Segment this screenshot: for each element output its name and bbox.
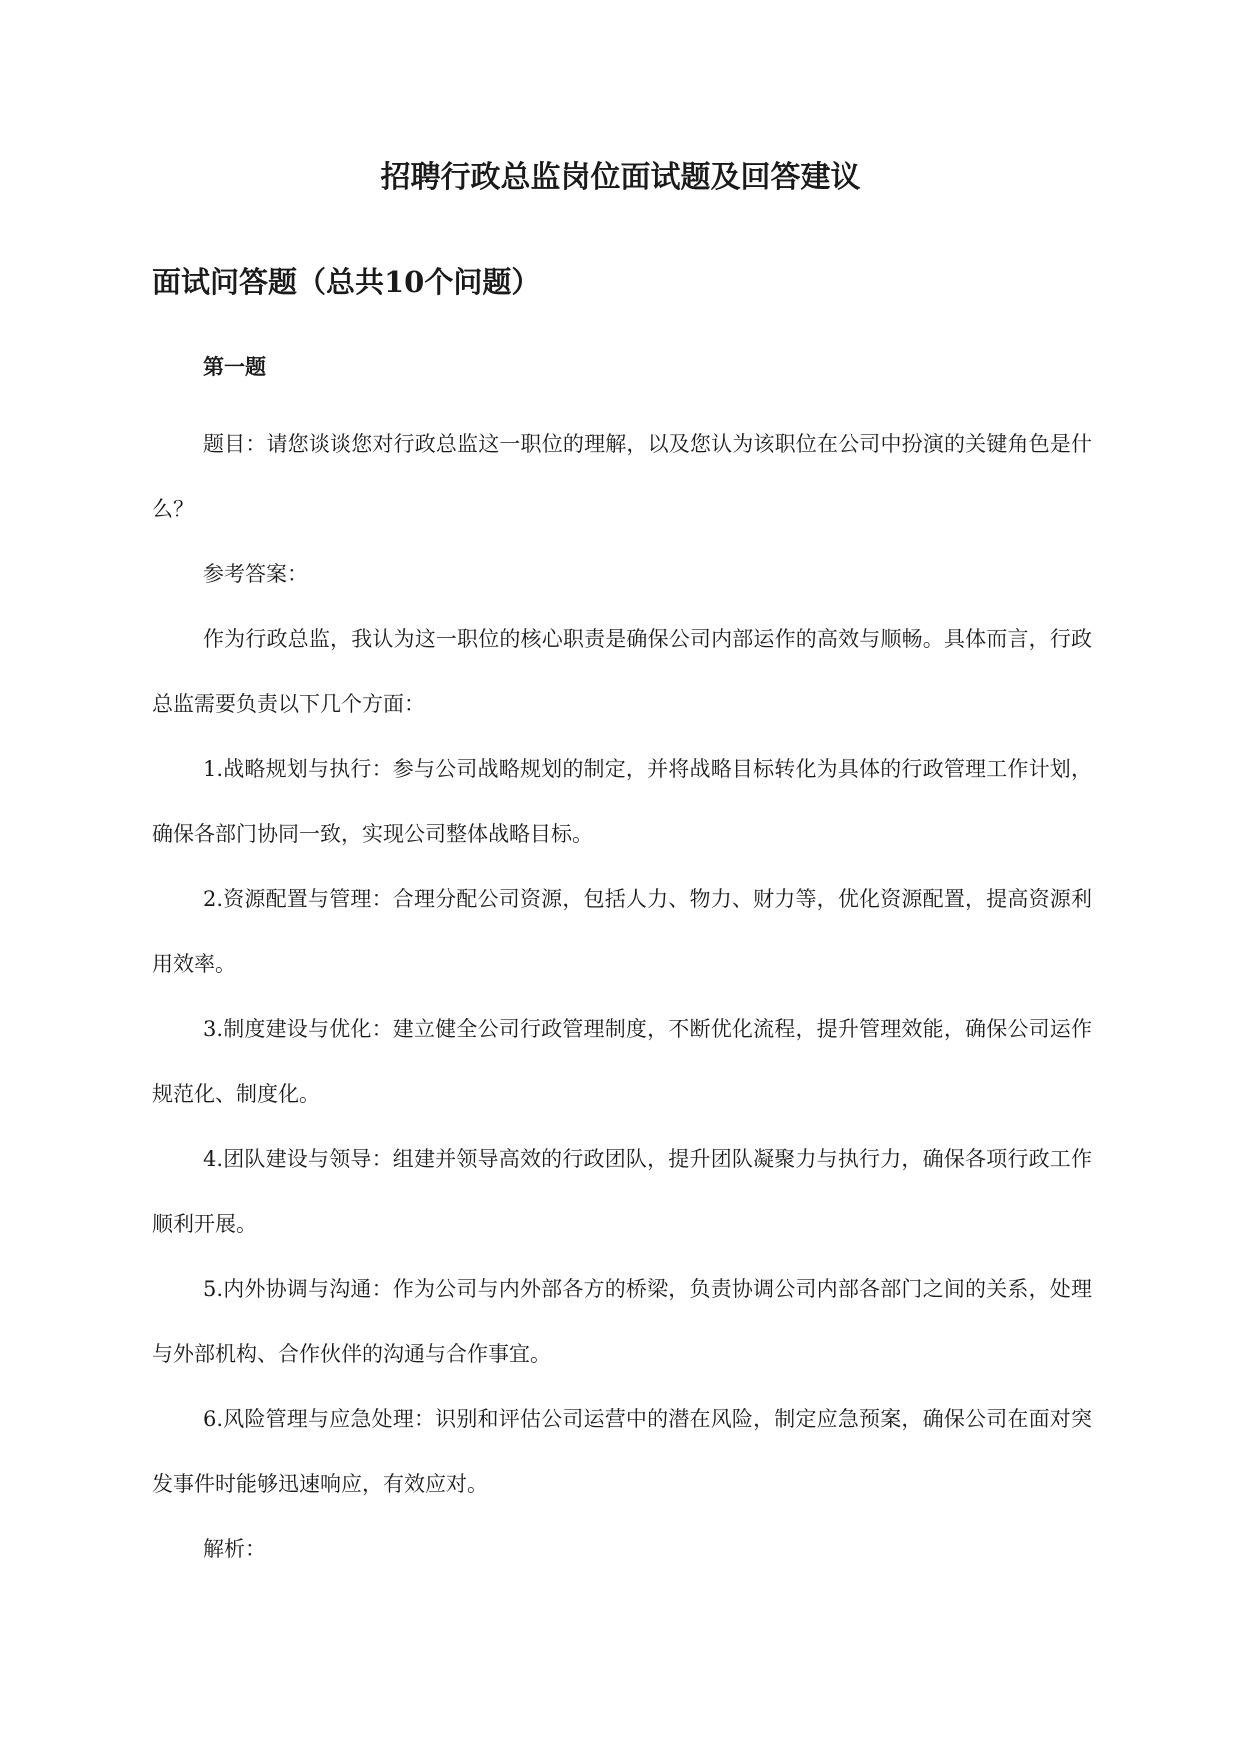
question-text: 题目：请您谈谈您对行政总监这一职位的理解，以及您认为该职位在公司中扮演的关键角色是什么？ bbox=[152, 432, 1092, 521]
section-heading: 面试问答题（总共10个问题） bbox=[152, 265, 541, 299]
answer-point: 6.风险管理与应急处理：识别和评估公司运营中的潜在风险，制定应急预案，确保公司在面对突发事件时能够迅速响应，有效应对。 bbox=[152, 1407, 1092, 1496]
answer-point: 2.资源配置与管理：合理分配公司资源，包括人力、物力、财力等，优化资源配置，提高资源利用效率。 bbox=[152, 887, 1092, 976]
answer-point: 3.制度建设与优化：建立健全公司行政管理制度，不断优化流程，提升管理效能，确保公司运作规范化、制度化。 bbox=[152, 1017, 1092, 1106]
answer-label: 参考答案： bbox=[203, 562, 308, 586]
analysis-label: 解析： bbox=[203, 1537, 266, 1561]
question-heading: 第一题 bbox=[203, 354, 266, 379]
answer-point: 1.战略规划与执行：参与公司战略规划的制定，并将战略目标转化为具体的行政管理工作计划，确保各部门协同一致，实现公司整体战略目标。 bbox=[152, 757, 1092, 846]
answer-intro: 作为行政总监，我认为这一职位的核心职责是确保公司内部运作的高效与顺畅。具体而言，行政总监需要负责以下几个方面： bbox=[152, 627, 1092, 716]
document-title: 招聘行政总监岗位面试题及回答建议 bbox=[380, 160, 861, 195]
answer-point: 4.团队建设与领导：组建并领导高效的行政团队，提升团队凝聚力与执行力，确保各项行政工作顺利开展。 bbox=[152, 1147, 1092, 1236]
document-body bbox=[152, 412, 1092, 1582]
answer-point: 5.内外协调与沟通：作为公司与内外部各方的桥梁，负责协调公司内部各部门之间的关系，处理与外部机构、合作伙伴的沟通与合作事宜。 bbox=[152, 1277, 1092, 1366]
